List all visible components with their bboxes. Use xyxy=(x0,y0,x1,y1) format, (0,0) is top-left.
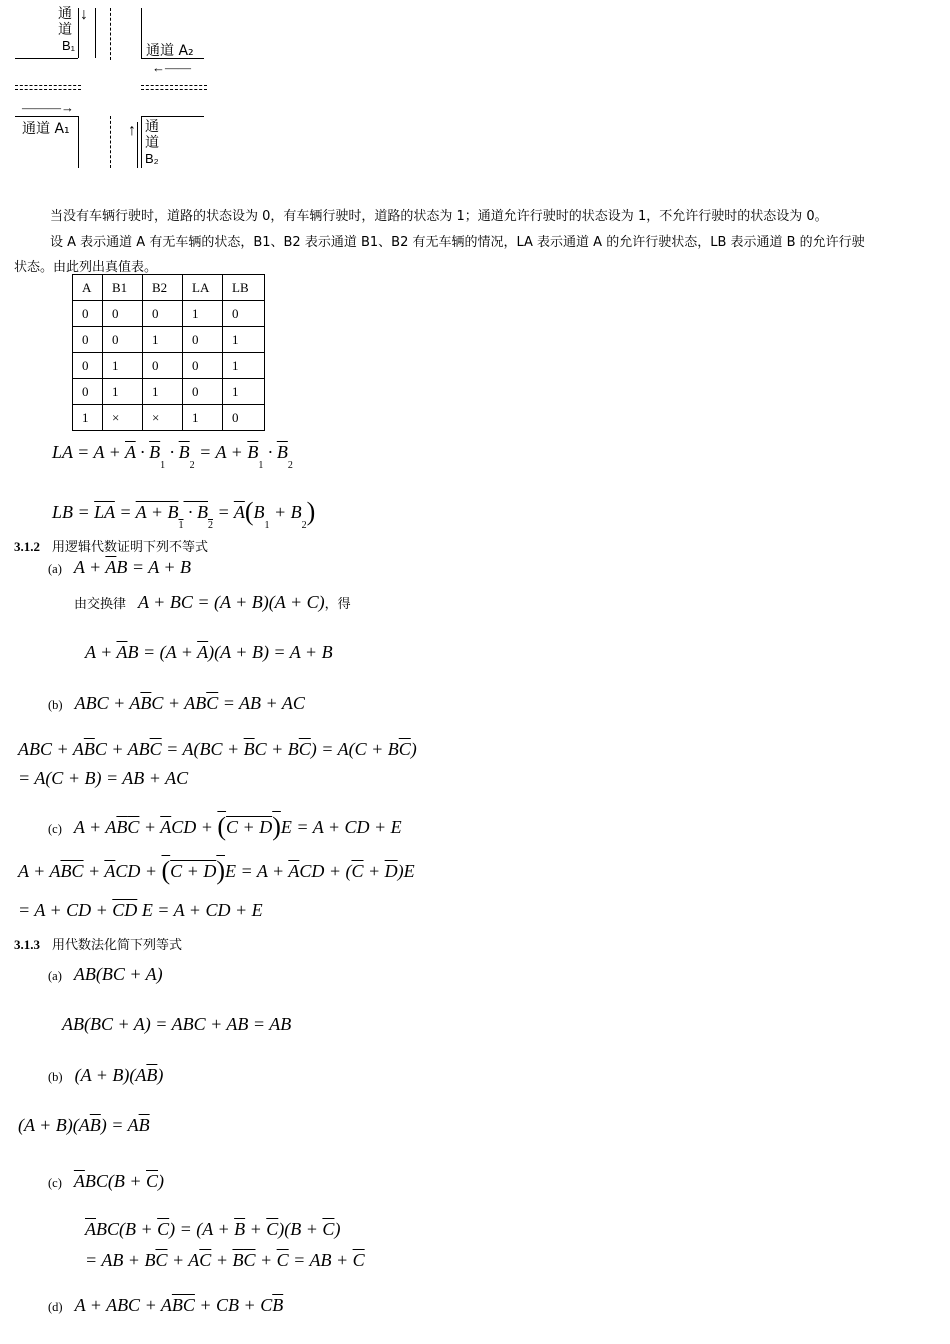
table-cell: 0 xyxy=(223,405,265,431)
section-3-1-3-heading xyxy=(14,934,182,954)
section-title: 用代数法化简下列等式 xyxy=(52,938,183,953)
table-cell: 0 xyxy=(223,301,265,327)
equation-lb: LB = $\overline{LA} = A + B_1 \cdot B_2 = \overline{A}(B_1 + B_2)$ xyxy=(52,497,316,531)
table-row xyxy=(73,353,265,379)
table-cell: 1 xyxy=(183,405,223,431)
table-cell: 0 xyxy=(183,353,223,379)
lane-b1-char2: 道 xyxy=(58,22,72,38)
proof-312b-line1: ABC + $A\overline{B}C + AB\overline{C} = A(BC + \overline{B}C + B\overline{C}) = A(C + B\overline{C})$ xyxy=(18,739,417,759)
section-title: 用逻辑代数证明下列不等式 xyxy=(52,540,209,555)
center-divider-bottom xyxy=(110,116,111,168)
table-cell: 1 xyxy=(103,353,143,379)
lane-b2-char1: 通 xyxy=(145,119,159,135)
center-divider-left xyxy=(15,85,81,90)
solution-313b: $(A + B)(A\overline{B}) = A\overline{B}$ xyxy=(18,1115,150,1135)
problem-313a: (a) AB(BC + A) xyxy=(48,964,163,984)
table-header-cell: B2 xyxy=(143,275,183,301)
problem-312c: (c) $A + A\overline{B}\overline{C} + \overline{A}CD + (C + D)E = A$ + CD + E xyxy=(48,812,402,841)
lane-a2-label: 通道 A₂ xyxy=(146,43,194,59)
table-cell: 1 xyxy=(223,327,265,353)
table-cell: 0 xyxy=(183,327,223,353)
equation-la: LA = $A + \overline{A} \cdot \overline{B}_1 \cdot \overline{B}_2 = A + \overline{B}_1 \cdot \overline{B}_2$ xyxy=(52,442,293,471)
center-divider-right xyxy=(141,85,207,90)
problem-tag: (c) xyxy=(48,822,62,836)
intro-paragraph-2-cont: 状态。由此列出真值表。 xyxy=(14,260,158,275)
table-cell: 1 xyxy=(223,353,265,379)
corner-top-right xyxy=(141,58,204,59)
table-cell: 0 xyxy=(103,327,143,353)
table-cell: 0 xyxy=(73,379,103,405)
lane-b1-char1: 通 xyxy=(58,6,72,22)
table-row xyxy=(73,379,265,405)
proof-312a: $A + \overline{A}B = (A + \overline{A})(A + B) = A + B$ xyxy=(85,642,333,662)
lane-b2-side xyxy=(137,122,138,168)
problem-tag: (a) xyxy=(48,969,62,983)
problem-312b: (b) ABC + $A\overline{B}C + AB\overline{C}$ = AB + AC xyxy=(48,693,305,713)
table-cell: 1 xyxy=(143,327,183,353)
corner-bottom-left xyxy=(15,116,78,117)
lane-b2-char2: 道 xyxy=(145,135,159,151)
problem-tag: (d) xyxy=(48,1300,63,1314)
problem-312a-note xyxy=(74,592,351,613)
solution-313c-line2: = AB + $B\overline{C} + A\overline{C} + \overline{B}\overline{C} + \overline{C}$ = AB + $\overline{C}$ xyxy=(85,1250,365,1270)
problem-tag: (b) xyxy=(48,698,63,712)
proof-312c-line1: $A + A\overline{B}\overline{C} + \overline{A}CD + (C + D)E = A + \overline{A}CD + (\overline{C} + \overline{D})E$ xyxy=(18,856,415,885)
solution-313a: AB(BC + A) = ABC + AB = AB xyxy=(62,1014,292,1034)
lane-b2-label xyxy=(145,119,159,167)
lane-a1-edge xyxy=(78,116,79,168)
intro-paragraph-1: 当没有车辆行驶时，道路的状态设为 0，有车辆行驶时，道路的状态为 1；通道允许行驶时的状态设为 1，不允许行驶时的状态设为 0。 xyxy=(50,209,828,224)
table-cell: 0 xyxy=(73,301,103,327)
note-tail: ，得 xyxy=(324,597,351,612)
section-number: 3.1.2 xyxy=(14,539,40,554)
note-text: 由交换律 xyxy=(74,597,127,612)
table-cell: 1 xyxy=(143,379,183,405)
table-header-cell: LA xyxy=(183,275,223,301)
lane-a1-label: 通道 A₁ xyxy=(22,121,70,137)
table-cell: 0 xyxy=(183,379,223,405)
table-row xyxy=(73,301,265,327)
table-cell: × xyxy=(143,405,183,431)
lane-b1-edge xyxy=(78,8,79,58)
intro-paragraph-2: 设 A 表示通道 A 有无车辆的状态，B1、B2 表示通道 B1、B2 有无车辆的情况，LA 表示通道 A 的允许行驶状态，LB 表示通道 B 的允许行驶 xyxy=(50,235,865,250)
table-cell: 0 xyxy=(73,327,103,353)
table-header-cell: LB xyxy=(223,275,265,301)
problem-tag: (b) xyxy=(48,1070,63,1084)
table-header-cell: B1 xyxy=(103,275,143,301)
lane-b2-char3: B₂ xyxy=(145,151,159,166)
table-cell: 0 xyxy=(73,353,103,379)
corner-top-left xyxy=(15,58,78,59)
table-cell: 1 xyxy=(103,379,143,405)
problem-313c: (c) $\overline{A}BC(B + \overline{C})$ xyxy=(48,1171,165,1191)
arrow-down-icon: ↓ xyxy=(80,6,88,23)
arrow-right-icon: ———→ xyxy=(22,100,74,115)
problem-313d: (d) A + ABC + $A\overline{BC}$ + CB + $C\overline{B}$ xyxy=(48,1295,284,1315)
table-cell: × xyxy=(103,405,143,431)
problem-313b: (b) $(A + B)(A\overline{B})$ xyxy=(48,1065,164,1085)
lane-b2-edge xyxy=(141,116,142,168)
table-row xyxy=(73,327,265,353)
table-cell: 1 xyxy=(73,405,103,431)
table-cell: 0 xyxy=(143,353,183,379)
proof-312b-line2: = A(C + B) = AB + AC xyxy=(18,768,189,788)
truth-table xyxy=(72,274,265,431)
section-number: 3.1.3 xyxy=(14,937,40,952)
center-divider-top xyxy=(110,8,111,60)
arrow-up-icon: ↑ xyxy=(128,122,136,139)
table-cell: 0 xyxy=(143,301,183,327)
lane-b1-label xyxy=(58,6,75,54)
table-cell: 0 xyxy=(103,301,143,327)
solution-313c-line1: $\overline{A}BC(B + \overline{C}) = (A + \overline{B} + \overline{C})(B + \overline{C})$ xyxy=(85,1219,341,1239)
corner-bottom-right xyxy=(141,116,204,117)
section-3-1-2-heading xyxy=(14,536,208,556)
table-cell: 1 xyxy=(183,301,223,327)
arrow-left-icon: ←—— xyxy=(152,60,191,75)
problem-tag: (c) xyxy=(48,1176,62,1190)
lane-b1-char3: B₁ xyxy=(62,38,76,53)
proof-312c-line2: = A + CD + $\overline{CD}$ E = A + CD + E xyxy=(18,900,263,920)
table-cell: 1 xyxy=(223,379,265,405)
lane-a2-edge xyxy=(141,8,142,58)
problem-tag: (a) xyxy=(48,562,62,576)
note-expression: A + BC = (A + B)(A + C) xyxy=(138,592,325,612)
table-header-row xyxy=(73,275,265,301)
problem-312a: (a) $A + \overline{A}B = A + B$ xyxy=(48,557,192,577)
table-header-cell: A xyxy=(73,275,103,301)
lane-b1-side xyxy=(95,8,96,58)
table-row xyxy=(73,405,265,431)
